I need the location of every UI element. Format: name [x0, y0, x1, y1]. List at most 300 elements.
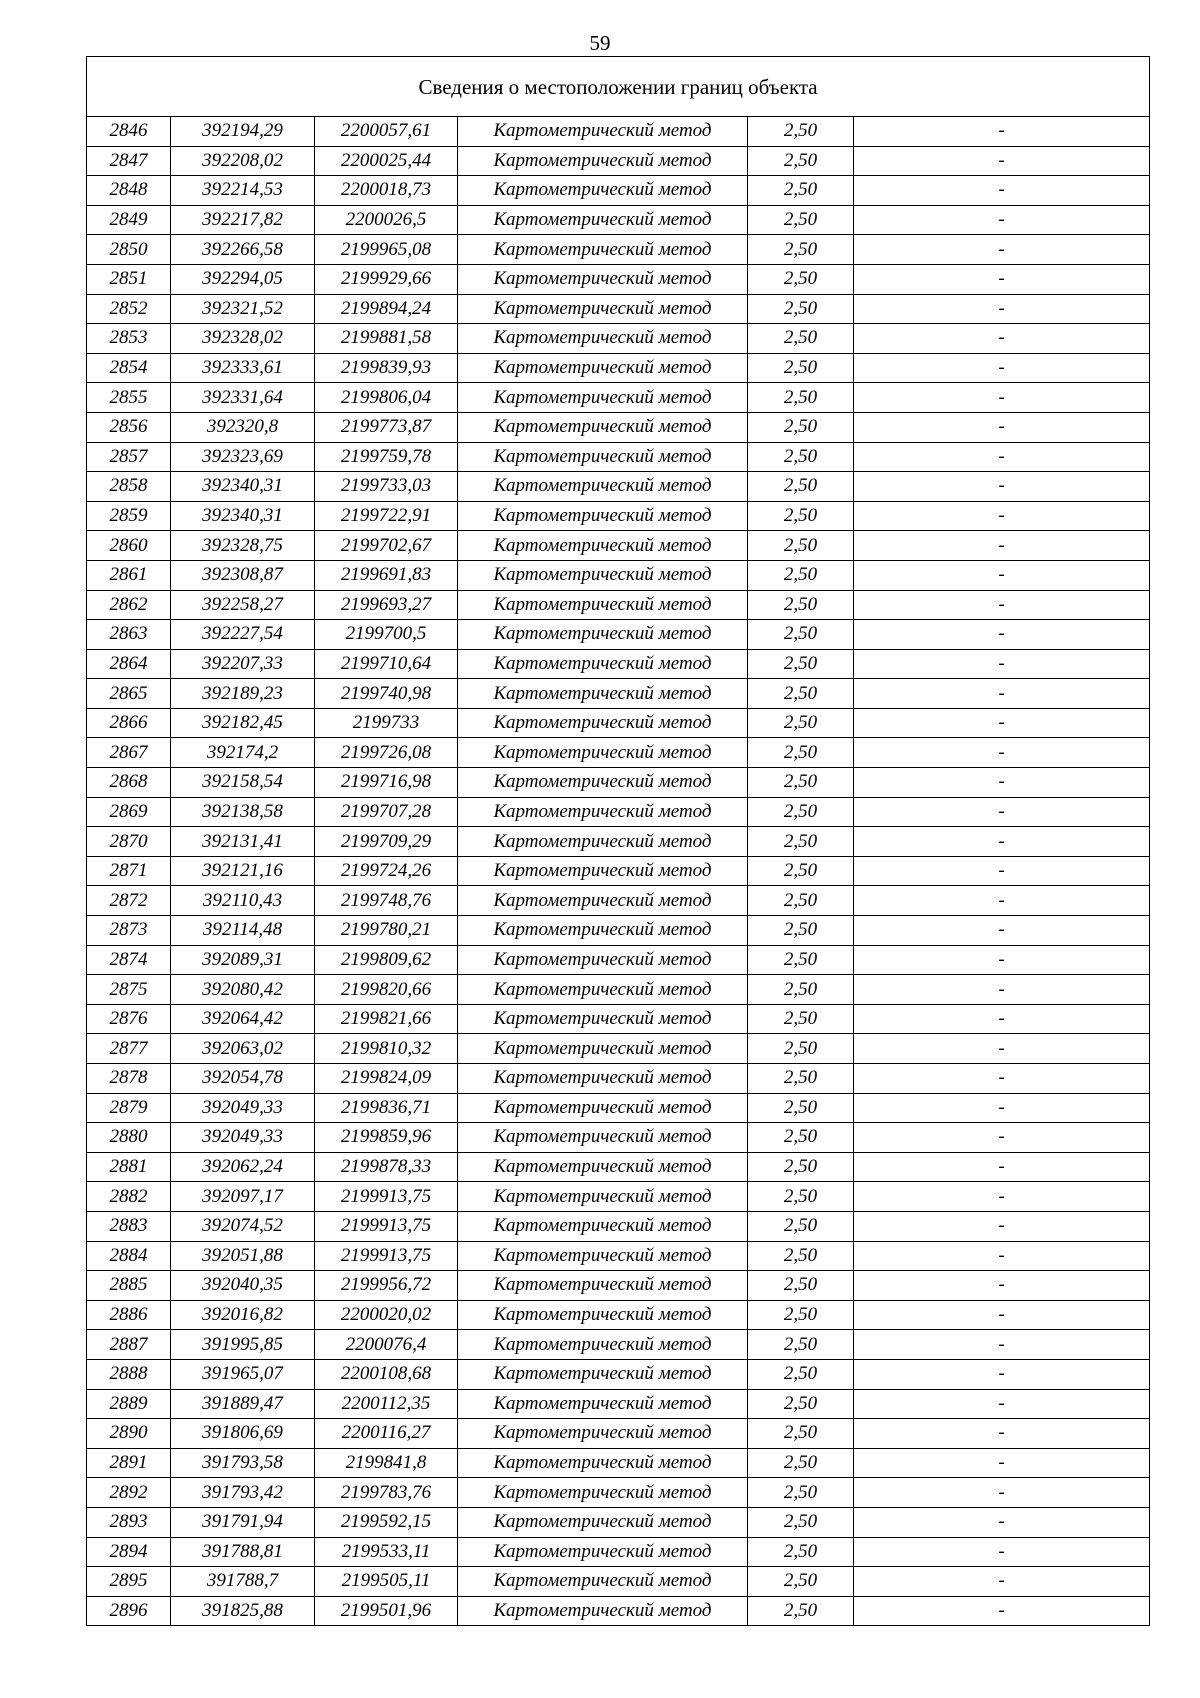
accuracy-cell: 2,50: [748, 1419, 854, 1449]
description-cell: -: [854, 117, 1150, 147]
accuracy-cell: 2,50: [748, 1300, 854, 1330]
method-cell: Картометрический метод: [458, 1596, 748, 1626]
accuracy-cell: 2,50: [748, 146, 854, 176]
boundary-coordinates-table: [86, 56, 1150, 1626]
page-number: 59: [589, 31, 611, 55]
accuracy-cell: 2,50: [748, 1507, 854, 1537]
point-number-cell: 2870: [87, 827, 171, 857]
point-number-cell: 2848: [87, 176, 171, 206]
table-row: [87, 1448, 1150, 1478]
method-cell: Картометрический метод: [458, 1359, 748, 1389]
x-coordinate-cell: 392320,8: [171, 412, 315, 442]
x-coordinate-cell: 392182,45: [171, 708, 315, 738]
method-cell: Картометрический метод: [458, 975, 748, 1005]
description-cell: -: [854, 264, 1150, 294]
method-cell: Картометрический метод: [458, 1093, 748, 1123]
description-cell: -: [854, 738, 1150, 768]
table-row: [87, 1004, 1150, 1034]
accuracy-cell: 2,50: [748, 590, 854, 620]
point-number-cell: 2847: [87, 146, 171, 176]
point-number-cell: 2882: [87, 1182, 171, 1212]
y-coordinate-cell: 2199841,8: [315, 1448, 458, 1478]
description-cell: -: [854, 975, 1150, 1005]
table-row: [87, 1271, 1150, 1301]
description-cell: -: [854, 1448, 1150, 1478]
accuracy-cell: 2,50: [748, 827, 854, 857]
description-cell: -: [854, 531, 1150, 561]
accuracy-cell: 2,50: [748, 117, 854, 147]
description-cell: -: [854, 324, 1150, 354]
point-number-cell: 2850: [87, 235, 171, 265]
point-number-cell: 2865: [87, 679, 171, 709]
description-cell: -: [854, 146, 1150, 176]
x-coordinate-cell: 392049,33: [171, 1123, 315, 1153]
x-coordinate-cell: 392340,31: [171, 501, 315, 531]
table-row: [87, 1093, 1150, 1123]
y-coordinate-cell: 2199709,29: [315, 827, 458, 857]
description-cell: -: [854, 294, 1150, 324]
y-coordinate-cell: 2199821,66: [315, 1004, 458, 1034]
accuracy-cell: 2,50: [748, 324, 854, 354]
method-cell: Картометрический метод: [458, 176, 748, 206]
accuracy-cell: 2,50: [748, 708, 854, 738]
method-cell: Картометрический метод: [458, 620, 748, 650]
y-coordinate-cell: 2199691,83: [315, 560, 458, 590]
y-coordinate-cell: 2199748,76: [315, 886, 458, 916]
point-number-cell: 2883: [87, 1211, 171, 1241]
y-coordinate-cell: 2199726,08: [315, 738, 458, 768]
accuracy-cell: 2,50: [748, 1004, 854, 1034]
point-number-cell: 2891: [87, 1448, 171, 1478]
accuracy-cell: 2,50: [748, 1152, 854, 1182]
point-number-cell: 2852: [87, 294, 171, 324]
table-row: [87, 146, 1150, 176]
x-coordinate-cell: 392227,54: [171, 620, 315, 650]
description-cell: -: [854, 1004, 1150, 1034]
accuracy-cell: 2,50: [748, 1271, 854, 1301]
y-coordinate-cell: 2199773,87: [315, 412, 458, 442]
x-coordinate-cell: 392016,82: [171, 1300, 315, 1330]
table-row: [87, 679, 1150, 709]
y-coordinate-cell: 2200057,61: [315, 117, 458, 147]
x-coordinate-cell: 392158,54: [171, 768, 315, 798]
point-number-cell: 2868: [87, 768, 171, 798]
accuracy-cell: 2,50: [748, 205, 854, 235]
point-number-cell: 2849: [87, 205, 171, 235]
method-cell: Картометрический метод: [458, 797, 748, 827]
x-coordinate-cell: 392121,16: [171, 856, 315, 886]
x-coordinate-cell: 392331,64: [171, 383, 315, 413]
accuracy-cell: 2,50: [748, 176, 854, 206]
y-coordinate-cell: 2199533,11: [315, 1537, 458, 1567]
description-cell: -: [854, 1182, 1150, 1212]
point-number-cell: 2864: [87, 649, 171, 679]
method-cell: Картометрический метод: [458, 1064, 748, 1094]
table-row: [87, 1389, 1150, 1419]
table-row: [87, 1419, 1150, 1449]
point-number-cell: 2862: [87, 590, 171, 620]
point-number-cell: 2857: [87, 442, 171, 472]
y-coordinate-cell: 2199716,98: [315, 768, 458, 798]
method-cell: Картометрический метод: [458, 353, 748, 383]
y-coordinate-cell: 2199878,33: [315, 1152, 458, 1182]
y-coordinate-cell: 2199881,58: [315, 324, 458, 354]
y-coordinate-cell: 2200112,35: [315, 1389, 458, 1419]
method-cell: Картометрический метод: [458, 1241, 748, 1271]
point-number-cell: 2874: [87, 945, 171, 975]
description-cell: -: [854, 768, 1150, 798]
method-cell: Картометрический метод: [458, 324, 748, 354]
point-number-cell: 2855: [87, 383, 171, 413]
x-coordinate-cell: 392062,24: [171, 1152, 315, 1182]
x-coordinate-cell: 391791,94: [171, 1507, 315, 1537]
description-cell: -: [854, 176, 1150, 206]
description-cell: -: [854, 1330, 1150, 1360]
y-coordinate-cell: 2199913,75: [315, 1182, 458, 1212]
x-coordinate-cell: 392214,53: [171, 176, 315, 206]
point-number-cell: 2887: [87, 1330, 171, 1360]
point-number-cell: 2869: [87, 797, 171, 827]
x-coordinate-cell: 392328,02: [171, 324, 315, 354]
point-number-cell: 2863: [87, 620, 171, 650]
x-coordinate-cell: 392323,69: [171, 442, 315, 472]
accuracy-cell: 2,50: [748, 679, 854, 709]
description-cell: -: [854, 442, 1150, 472]
y-coordinate-cell: 2199700,5: [315, 620, 458, 650]
table-row: [87, 1064, 1150, 1094]
x-coordinate-cell: 392054,78: [171, 1064, 315, 1094]
y-coordinate-cell: 2199501,96: [315, 1596, 458, 1626]
accuracy-cell: 2,50: [748, 1567, 854, 1597]
table-row: [87, 1359, 1150, 1389]
table-row: [87, 324, 1150, 354]
description-cell: -: [854, 679, 1150, 709]
table-title-row: [87, 57, 1150, 117]
y-coordinate-cell: 2199810,32: [315, 1034, 458, 1064]
method-cell: Картометрический метод: [458, 294, 748, 324]
x-coordinate-cell: 392266,58: [171, 235, 315, 265]
accuracy-cell: 2,50: [748, 383, 854, 413]
x-coordinate-cell: 391788,81: [171, 1537, 315, 1567]
y-coordinate-cell: 2199740,98: [315, 679, 458, 709]
y-coordinate-cell: 2199780,21: [315, 916, 458, 946]
table-row: [87, 1330, 1150, 1360]
table-row: [87, 560, 1150, 590]
description-cell: -: [854, 886, 1150, 916]
method-cell: Картометрический метод: [458, 1419, 748, 1449]
method-cell: Картометрический метод: [458, 412, 748, 442]
point-number-cell: 2861: [87, 560, 171, 590]
accuracy-cell: 2,50: [748, 856, 854, 886]
y-coordinate-cell: 2199839,93: [315, 353, 458, 383]
table-row: [87, 916, 1150, 946]
y-coordinate-cell: 2199707,28: [315, 797, 458, 827]
point-number-cell: 2888: [87, 1359, 171, 1389]
method-cell: Картометрический метод: [458, 1300, 748, 1330]
description-cell: -: [854, 205, 1150, 235]
y-coordinate-cell: 2199929,66: [315, 264, 458, 294]
method-cell: Картометрический метод: [458, 649, 748, 679]
description-cell: -: [854, 590, 1150, 620]
y-coordinate-cell: 2199965,08: [315, 235, 458, 265]
description-cell: -: [854, 1419, 1150, 1449]
y-coordinate-cell: 2199702,67: [315, 531, 458, 561]
point-number-cell: 2880: [87, 1123, 171, 1153]
accuracy-cell: 2,50: [748, 1389, 854, 1419]
method-cell: Картометрический метод: [458, 827, 748, 857]
point-number-cell: 2879: [87, 1093, 171, 1123]
method-cell: Картометрический метод: [458, 442, 748, 472]
accuracy-cell: 2,50: [748, 916, 854, 946]
table-row: [87, 768, 1150, 798]
x-coordinate-cell: 391995,85: [171, 1330, 315, 1360]
table-row: [87, 649, 1150, 679]
x-coordinate-cell: 392174,2: [171, 738, 315, 768]
point-number-cell: 2858: [87, 472, 171, 502]
description-cell: -: [854, 1300, 1150, 1330]
description-cell: -: [854, 649, 1150, 679]
description-cell: -: [854, 1596, 1150, 1626]
description-cell: -: [854, 1093, 1150, 1123]
y-coordinate-cell: 2200025,44: [315, 146, 458, 176]
description-cell: -: [854, 856, 1150, 886]
table-row: [87, 117, 1150, 147]
y-coordinate-cell: 2199783,76: [315, 1478, 458, 1508]
method-cell: Картометрический метод: [458, 472, 748, 502]
y-coordinate-cell: 2199710,64: [315, 649, 458, 679]
description-cell: -: [854, 472, 1150, 502]
accuracy-cell: 2,50: [748, 1211, 854, 1241]
description-cell: -: [854, 1389, 1150, 1419]
accuracy-cell: 2,50: [748, 1034, 854, 1064]
accuracy-cell: 2,50: [748, 1093, 854, 1123]
x-coordinate-cell: 392194,29: [171, 117, 315, 147]
point-number-cell: 2860: [87, 531, 171, 561]
method-cell: Картометрический метод: [458, 768, 748, 798]
point-number-cell: 2895: [87, 1567, 171, 1597]
y-coordinate-cell: 2199836,71: [315, 1093, 458, 1123]
point-number-cell: 2875: [87, 975, 171, 1005]
y-coordinate-cell: 2200076,4: [315, 1330, 458, 1360]
table-row: [87, 738, 1150, 768]
x-coordinate-cell: 391965,07: [171, 1359, 315, 1389]
description-cell: -: [854, 235, 1150, 265]
method-cell: Картометрический метод: [458, 1034, 748, 1064]
table-row: [87, 1123, 1150, 1153]
x-coordinate-cell: 392114,48: [171, 916, 315, 946]
method-cell: Картометрический метод: [458, 1330, 748, 1360]
x-coordinate-cell: 392089,31: [171, 945, 315, 975]
x-coordinate-cell: 391788,7: [171, 1567, 315, 1597]
accuracy-cell: 2,50: [748, 1330, 854, 1360]
description-cell: -: [854, 353, 1150, 383]
y-coordinate-cell: 2199824,09: [315, 1064, 458, 1094]
method-cell: Картометрический метод: [458, 1507, 748, 1537]
method-cell: Картометрический метод: [458, 146, 748, 176]
y-coordinate-cell: 2199894,24: [315, 294, 458, 324]
x-coordinate-cell: 392138,58: [171, 797, 315, 827]
accuracy-cell: 2,50: [748, 294, 854, 324]
description-cell: -: [854, 797, 1150, 827]
method-cell: Картометрический метод: [458, 1211, 748, 1241]
x-coordinate-cell: 392080,42: [171, 975, 315, 1005]
table-row: [87, 708, 1150, 738]
point-number-cell: 2896: [87, 1596, 171, 1626]
point-number-cell: 2846: [87, 117, 171, 147]
x-coordinate-cell: 392308,87: [171, 560, 315, 590]
description-cell: -: [854, 1537, 1150, 1567]
table-row: [87, 886, 1150, 916]
x-coordinate-cell: 392040,35: [171, 1271, 315, 1301]
x-coordinate-cell: 391793,42: [171, 1478, 315, 1508]
point-number-cell: 2878: [87, 1064, 171, 1094]
description-cell: -: [854, 1478, 1150, 1508]
table-row: [87, 1241, 1150, 1271]
table-row: [87, 975, 1150, 1005]
method-cell: Картометрический метод: [458, 916, 748, 946]
method-cell: Картометрический метод: [458, 205, 748, 235]
method-cell: Картометрический метод: [458, 1567, 748, 1597]
method-cell: Картометрический метод: [458, 1478, 748, 1508]
table-row: [87, 294, 1150, 324]
x-coordinate-cell: 392294,05: [171, 264, 315, 294]
x-coordinate-cell: 392097,17: [171, 1182, 315, 1212]
y-coordinate-cell: 2199956,72: [315, 1271, 458, 1301]
method-cell: Картометрический метод: [458, 856, 748, 886]
description-cell: -: [854, 1567, 1150, 1597]
table-row: [87, 205, 1150, 235]
accuracy-cell: 2,50: [748, 1182, 854, 1212]
point-number-cell: 2886: [87, 1300, 171, 1330]
table-row: [87, 264, 1150, 294]
point-number-cell: 2854: [87, 353, 171, 383]
accuracy-cell: 2,50: [748, 1537, 854, 1567]
description-cell: -: [854, 560, 1150, 590]
x-coordinate-cell: 391793,58: [171, 1448, 315, 1478]
x-coordinate-cell: 392049,33: [171, 1093, 315, 1123]
y-coordinate-cell: 2199592,15: [315, 1507, 458, 1537]
y-coordinate-cell: 2199733,03: [315, 472, 458, 502]
accuracy-cell: 2,50: [748, 501, 854, 531]
x-coordinate-cell: 392074,52: [171, 1211, 315, 1241]
point-number-cell: 2894: [87, 1537, 171, 1567]
table-row: [87, 501, 1150, 531]
point-number-cell: 2853: [87, 324, 171, 354]
point-number-cell: 2859: [87, 501, 171, 531]
method-cell: Картометрический метод: [458, 1537, 748, 1567]
method-cell: Картометрический метод: [458, 264, 748, 294]
point-number-cell: 2885: [87, 1271, 171, 1301]
accuracy-cell: 2,50: [748, 1448, 854, 1478]
y-coordinate-cell: 2199806,04: [315, 383, 458, 413]
x-coordinate-cell: 391889,47: [171, 1389, 315, 1419]
point-number-cell: 2867: [87, 738, 171, 768]
method-cell: Картометрический метод: [458, 708, 748, 738]
x-coordinate-cell: 392131,41: [171, 827, 315, 857]
table-row: [87, 590, 1150, 620]
point-number-cell: 2851: [87, 264, 171, 294]
point-number-cell: 2889: [87, 1389, 171, 1419]
accuracy-cell: 2,50: [748, 797, 854, 827]
x-coordinate-cell: 392328,75: [171, 531, 315, 561]
description-cell: -: [854, 1211, 1150, 1241]
y-coordinate-cell: 2199820,66: [315, 975, 458, 1005]
description-cell: -: [854, 412, 1150, 442]
x-coordinate-cell: 392063,02: [171, 1034, 315, 1064]
table-row: [87, 620, 1150, 650]
accuracy-cell: 2,50: [748, 264, 854, 294]
table-row: [87, 353, 1150, 383]
accuracy-cell: 2,50: [748, 649, 854, 679]
method-cell: Картометрический метод: [458, 1389, 748, 1419]
table-row: [87, 1182, 1150, 1212]
method-cell: Картометрический метод: [458, 531, 748, 561]
table-row: [87, 472, 1150, 502]
accuracy-cell: 2,50: [748, 1359, 854, 1389]
table-row: [87, 442, 1150, 472]
x-coordinate-cell: 392110,43: [171, 886, 315, 916]
accuracy-cell: 2,50: [748, 945, 854, 975]
point-number-cell: 2873: [87, 916, 171, 946]
description-cell: -: [854, 501, 1150, 531]
y-coordinate-cell: 2199913,75: [315, 1211, 458, 1241]
accuracy-cell: 2,50: [748, 560, 854, 590]
method-cell: Картометрический метод: [458, 117, 748, 147]
x-coordinate-cell: 391806,69: [171, 1419, 315, 1449]
method-cell: Картометрический метод: [458, 1152, 748, 1182]
accuracy-cell: 2,50: [748, 1241, 854, 1271]
description-cell: -: [854, 1507, 1150, 1537]
x-coordinate-cell: 392189,23: [171, 679, 315, 709]
point-number-cell: 2890: [87, 1419, 171, 1449]
method-cell: Картометрический метод: [458, 738, 748, 768]
method-cell: Картометрический метод: [458, 1004, 748, 1034]
description-cell: -: [854, 1152, 1150, 1182]
y-coordinate-cell: 2199724,26: [315, 856, 458, 886]
description-cell: -: [854, 1359, 1150, 1389]
method-cell: Картометрический метод: [458, 383, 748, 413]
y-coordinate-cell: 2200020,02: [315, 1300, 458, 1330]
table-row: [87, 235, 1150, 265]
x-coordinate-cell: 392208,02: [171, 146, 315, 176]
y-coordinate-cell: 2199859,96: [315, 1123, 458, 1153]
x-coordinate-cell: 392258,27: [171, 590, 315, 620]
method-cell: Картометрический метод: [458, 945, 748, 975]
y-coordinate-cell: 2200116,27: [315, 1419, 458, 1449]
point-number-cell: 2876: [87, 1004, 171, 1034]
accuracy-cell: 2,50: [748, 1596, 854, 1626]
x-coordinate-cell: 392051,88: [171, 1241, 315, 1271]
description-cell: -: [854, 1123, 1150, 1153]
table-row: [87, 1567, 1150, 1597]
point-number-cell: 2893: [87, 1507, 171, 1537]
point-number-cell: 2877: [87, 1034, 171, 1064]
table-row: [87, 1211, 1150, 1241]
x-coordinate-cell: 392064,42: [171, 1004, 315, 1034]
table-row: [87, 531, 1150, 561]
table-row: [87, 827, 1150, 857]
table-row: [87, 176, 1150, 206]
accuracy-cell: 2,50: [748, 531, 854, 561]
y-coordinate-cell: 2199693,27: [315, 590, 458, 620]
accuracy-cell: 2,50: [748, 975, 854, 1005]
table-row: [87, 1596, 1150, 1626]
accuracy-cell: 2,50: [748, 442, 854, 472]
table-row: [87, 412, 1150, 442]
point-number-cell: 2881: [87, 1152, 171, 1182]
table-row: [87, 856, 1150, 886]
accuracy-cell: 2,50: [748, 353, 854, 383]
